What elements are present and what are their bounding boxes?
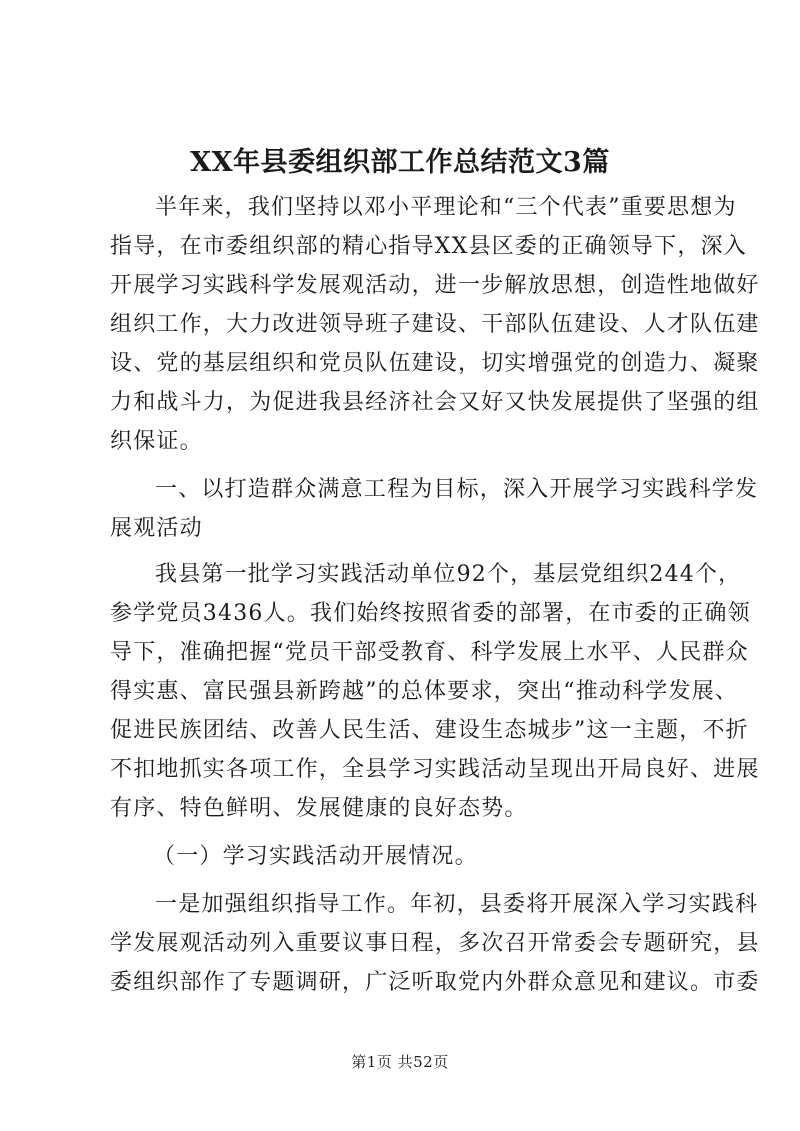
text-line: 参学党员3436人。我们始终按照省委的部署，在市委的正确领 xyxy=(110,601,751,626)
text-line: 不扣地抓实各项工作，全县学习实践活动呈现出开局良好、进展 xyxy=(110,757,760,782)
document-title: XX年县委组织部工作总结范文3篇 xyxy=(190,147,610,178)
text-line: 设、党的基层组织和党员队伍建设，切实增强党的创造力、凝聚 xyxy=(110,351,760,376)
text-line: 组织工作，大力改进领导班子建设、干部队伍建设、人才队伍建 xyxy=(110,312,760,337)
text-line: 我县第一批学习实践活动单位92个，基层党组织244个， xyxy=(155,562,742,587)
text-line: 一是加强组织指导工作。年初，县委将开展深入学习实践科 xyxy=(155,892,759,917)
text-line: 织保证。 xyxy=(110,429,203,454)
text-line: 学发展观活动列入重要议事日程，多次召开常委会专题研究，县 xyxy=(110,931,760,956)
text-line: 有序、特色鲜明、发展健康的良好态势。 xyxy=(110,796,528,821)
subsection-heading-line: （一）学习实践活动开展情况。 xyxy=(153,844,478,869)
section-heading-line: 一、以打造群众满意工程为目标，深入开展学习实践科学发 xyxy=(155,477,759,502)
text-line: 导下，准确把握“党员干部受教育、科学发展上水平、人民群众 xyxy=(110,640,749,665)
text-line: 促进民族团结、改善人民生活、建设生态城步”这一主题，不折 xyxy=(110,718,749,743)
page-indicator: 第1页 共52页 xyxy=(351,1053,449,1071)
text-line: 半年来，我们坚持以邓小平理论和“三个代表”重要思想为 xyxy=(155,195,737,220)
text-line: 开展学习实践科学发展观活动，进一步解放思想，创造性地做好 xyxy=(110,273,760,298)
text-line: 指导，在市委组织部的精心指导XX县区委的正确领导下，深入 xyxy=(110,234,747,259)
text-line: 力和战斗力，为促进我县经济社会又好又快发展提供了坚强的组 xyxy=(110,390,760,415)
section-heading-line: 展观活动 xyxy=(110,516,203,541)
text-line: 得实惠、富民强县新跨越”的总体要求，突出“推动科学发展、 xyxy=(110,679,739,704)
text-line: 委组织部作了专题调研，广泛听取党内外群众意见和建议。市委 xyxy=(110,970,760,995)
